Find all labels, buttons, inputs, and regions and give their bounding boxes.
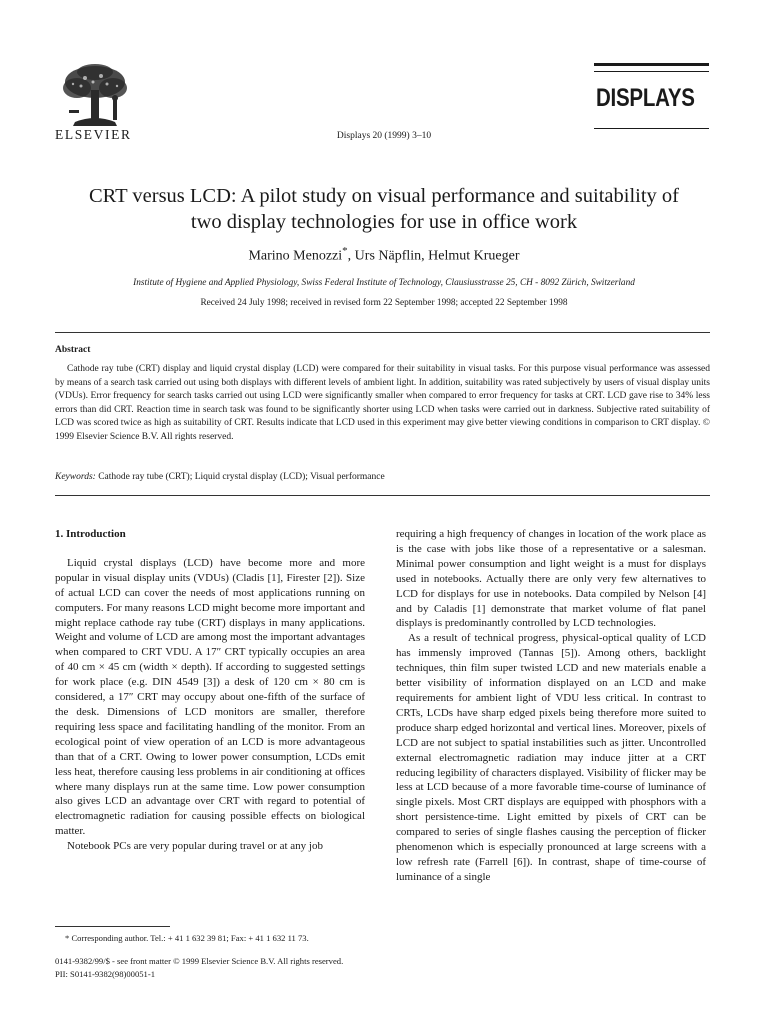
header-rule-bottom (594, 128, 709, 129)
copyright-line: 0141-9382/99/$ - see front matter © 1999 Elsevier Science B.V. All rights reserved. (55, 956, 344, 966)
abstract-top-rule (55, 332, 710, 333)
body-column-left (55, 527, 365, 854)
title-line-2: two display technologies for use in office work (190, 211, 578, 233)
author-name: Marino Menozzi (248, 248, 343, 264)
affiliation: Institute of Hygiene and Applied Physiology, Swiss Federal Institute of Technology, Clausiusstrasse 25, CH - 8092 Zürich, Switzerland (133, 278, 635, 288)
pii-line: PII: S0141-9382(98)00051-1 (55, 968, 156, 979)
title-line-1: CRT versus LCD: A pilot study on visual performance and suitability of (89, 185, 679, 207)
abstract-heading: Abstract (55, 345, 91, 355)
abstract-bottom-rule (55, 495, 710, 496)
journal-citation: Displays 20 (1999) 3–10 (336, 131, 432, 141)
footnote: * Corresponding author. Tel.: + 41 1 632 39 81; Fax: + 41 1 632 11 73. (65, 933, 309, 943)
paragraph: Notebook PCs are very popular during travel or at any job (67, 840, 323, 853)
keywords (55, 472, 385, 482)
body-column-right (396, 527, 706, 885)
footnote-rule (55, 926, 170, 927)
received-dates: Received 24 July 1998; received in revised form 22 September 1998; accepted 22 September 1998 (200, 298, 568, 308)
abstract-body: Cathode ray tube (CRT) display and liquid crystal display (LCD) were compared for their suitability in visual tasks. For this purpose visual performance was assessed by means of a search task carried out using both displays with different levels of ambient light. In addition, suitability was rated subjectively by users of visual display units (VDUs). Error frequency for search tasks carried out using LCD were significantly smaller when compared to error frequency for tasks at CRT. LCD gave rise to 34% less errors than did CRT. Reaction time in search task was found to be significantly shorter using LCD when tasks were carried out in darkness. Subjective rated suitability of LCD was scored twice as high as suitability of CRT. Results indicate that LCD used in this experiment may give better viewing conditions in comparison to CRT display. © 1999 Elsevier Science B.V. All rights reserved. (55, 364, 710, 442)
keywords-label: Keywords: (55, 472, 96, 482)
section-heading: 1. Introduction (55, 528, 126, 540)
header-rule-thick (594, 63, 709, 66)
publisher-name: ELSEVIER (55, 127, 132, 142)
elsevier-tree-icon (55, 62, 135, 130)
paragraph: Liquid crystal displays (LCD) have become more and more popular in visual display units (VDUs) (Cladis [1], Firester [2]). Size of actual LCD can cover the needs of most applications running on computers. For many reasons LCD might become more important and might replace cathode ray tube (CRT) displays in many applications. Weight and volume of LCD are among most the important advantages when compared to CRT VDU. A 17″ CRT typically occupies an area of 40 cm × 45 cm (width × depth). If according to suggested settings for work place (e.g. DIN 4549 [3]) a desk of 120 cm × 80 cm is considered, a 17″ CRT may occupy about one-fifth of the surface of the desk. Dimensions of LCD monitors are smaller, therefore requiring less space and facilitating handling of the monitor. From an ecological point of view operation of an LCD is more advantageous than that of a CRT. Owing to lower power consumption, LCDs emit less heat, therefore causing less problems in air conditioning at offices where many displays run at the same time. Low power consumption also gives LCD an advantage over CRT with regard to potential of electromagnetic radiation for causing possible effects on biological matter. (55, 556, 365, 838)
paragraph: As a result of technical progress, physical-optical quality of LCD has immensly improved (Tannas [5]). Among others, backlight techniques, thin film super twisted LCD and new materials enable a better visibility of information displayed on an LCD and make requirements for ambient light of VDU less critical. In contrast to CRTs, LCDs have sharp edged pixels being therefore more suited to produce sharp edged horizontal and vertical lines. Moreover, pixels of LCD are not subject to spatial instabilities such as jitter. Uncontrolled external electromagnetic radiation may induce jitter at a CRT reducing legibility of characters displayed. Visibility of flicker may be less at LCD because of a more favorable time-course of luminance of single pixels. Most CRT displays are equipped with phosphors with a short persistence-time. Light emitted by pixels of CRT can be compared to series of single flashes causing the perception of flicker phenomenon which is especially pronounced at large screens with a low refresh rate (Farrell [6]). In contrast, shape of time-course of luminance of a single (396, 632, 706, 883)
author-list (0, 245, 768, 265)
keywords-list: Cathode ray tube (CRT); Liquid crystal display (LCD); Visual performance (95, 472, 385, 482)
article-title (40, 183, 728, 235)
journal-name: DISPLAYS (596, 84, 695, 112)
author-names-rest: , Urs Näpflin, Helmut Krueger (347, 248, 520, 264)
corresponding-author-mark[interactable]: * (342, 245, 348, 257)
header-rule-thin (594, 71, 709, 72)
paragraph: requiring a high frequency of changes in location of the work place as is the case with jobs like those of a representative or a salesman. Minimal power consumption and light weight is a must for displays used in notebooks. Actually there are only very few alternatives to LCD for displays for use in notebooks. Data compiled by Nelson [4] and by Caladis [1] demonstrate that market volume of flat panel displays is predominantly controlled by LCD technologies. (396, 528, 706, 630)
front-matter (55, 955, 343, 980)
